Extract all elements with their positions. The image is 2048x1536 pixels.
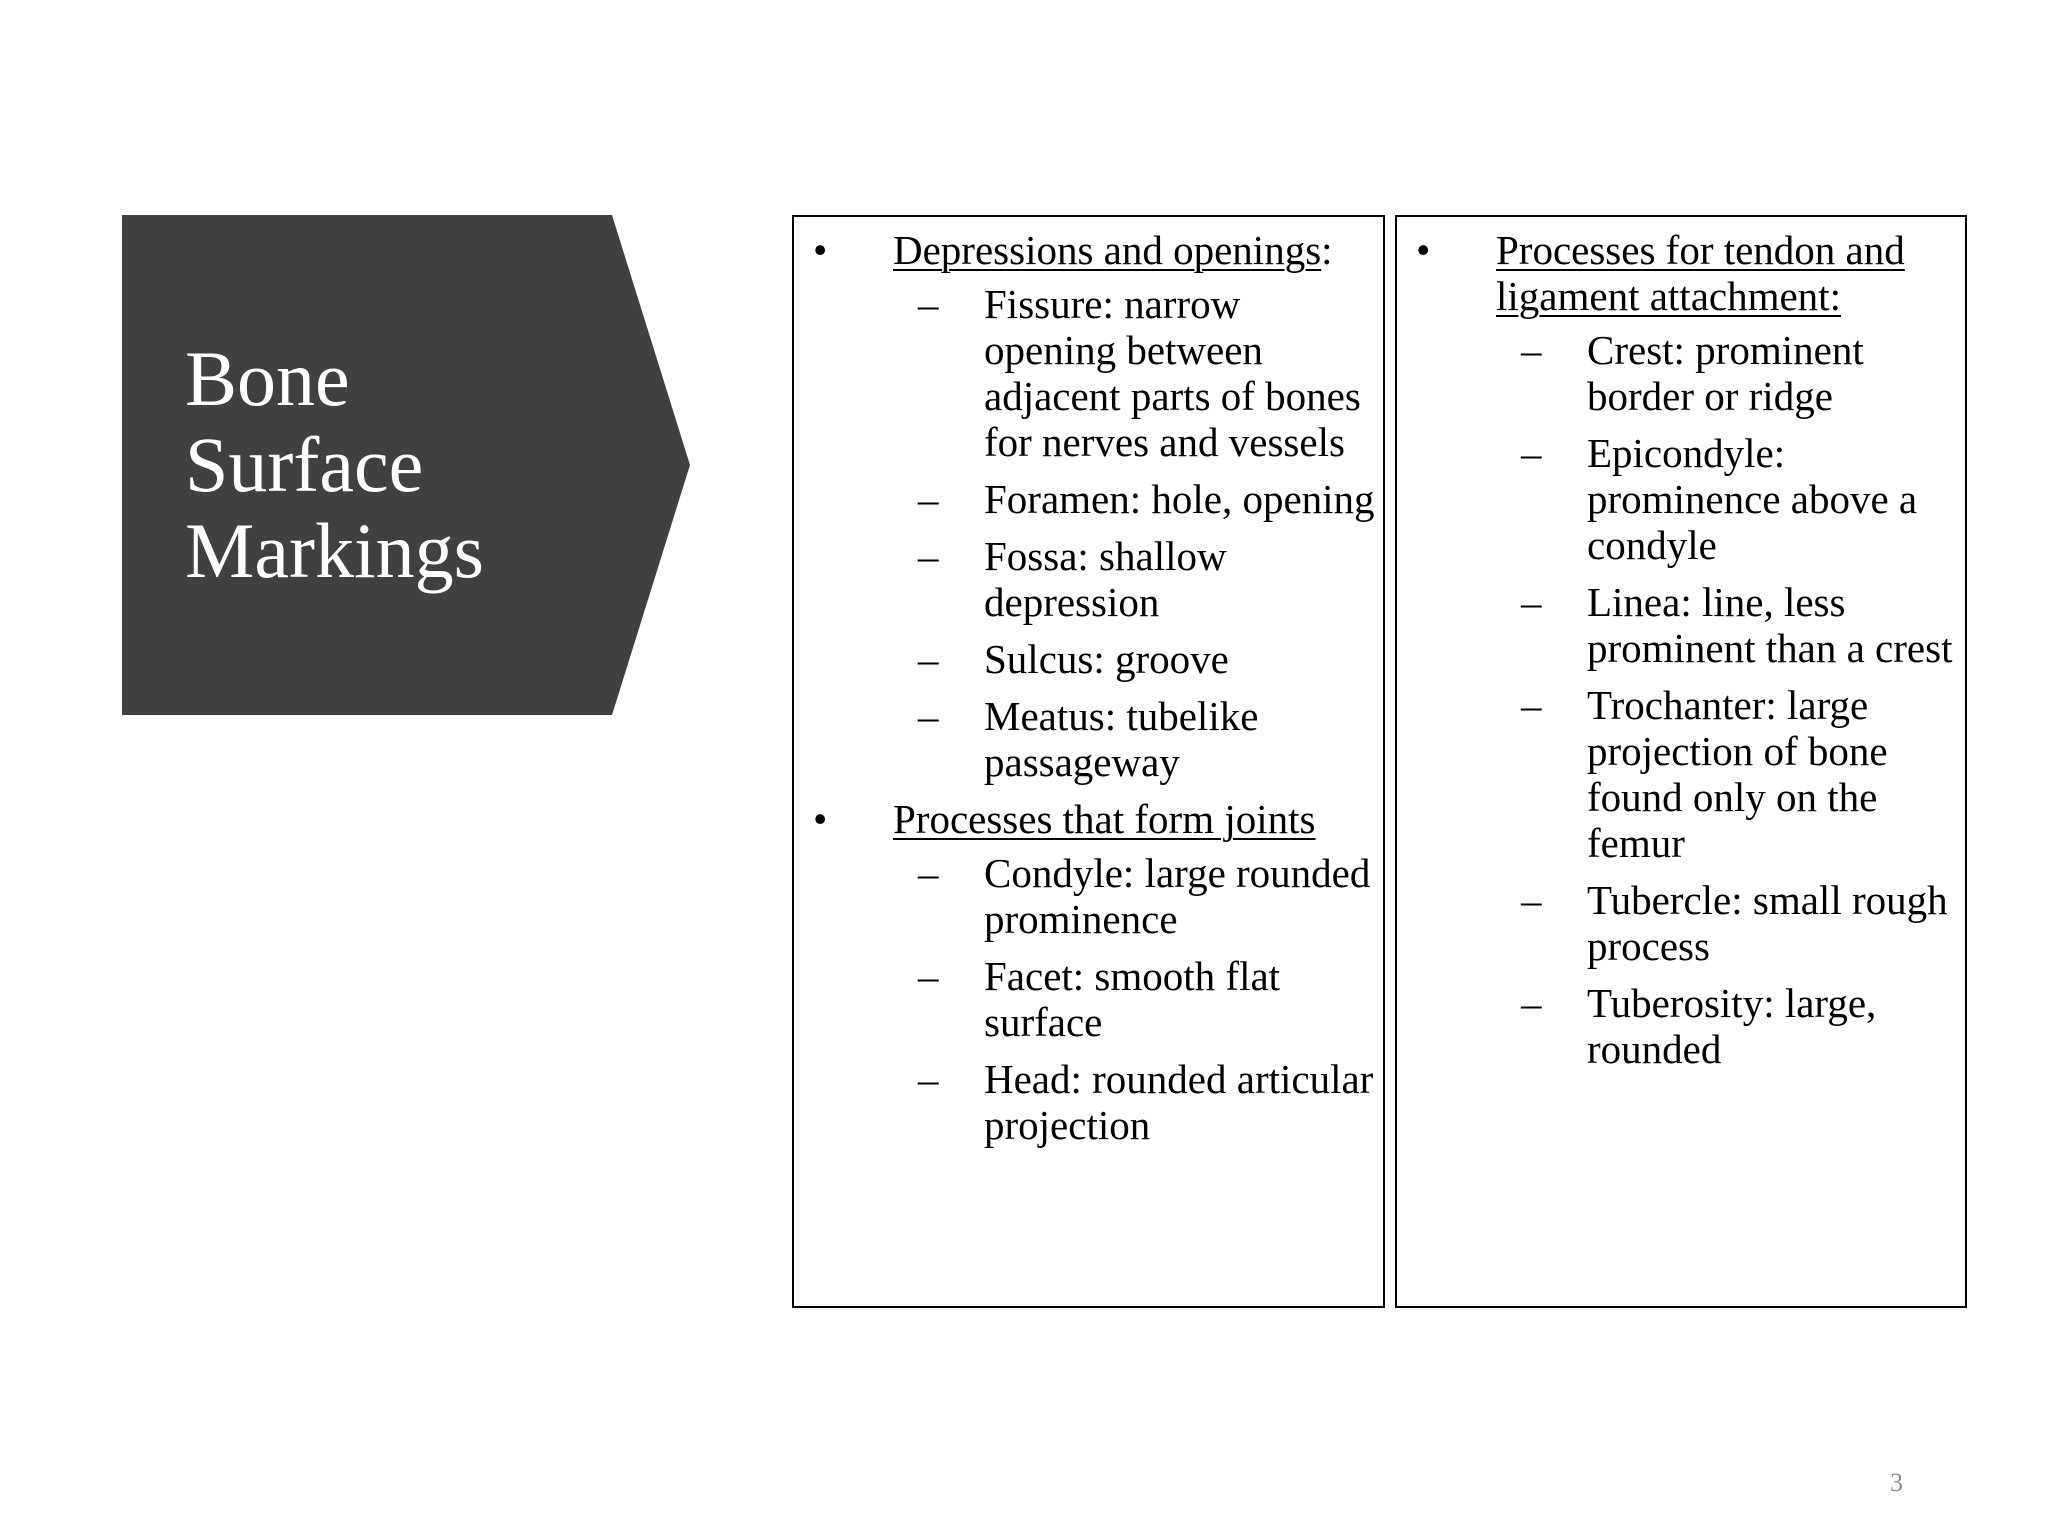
list-item: – Meatus: tubelike passageway: [918, 693, 1259, 785]
dash-icon: –: [918, 533, 939, 579]
section-heading: Processes that form joints: [893, 796, 1316, 842]
dash-icon: –: [918, 693, 939, 739]
dash-icon: –: [1521, 430, 1542, 476]
left-content-box: [792, 215, 1385, 1308]
section-heading-suffix: :: [1321, 227, 1333, 273]
right-content-box: [1395, 215, 1967, 1308]
list-item: – Tuberosity: large, rounded: [1521, 980, 1877, 1072]
dash-icon: –: [1521, 682, 1542, 728]
list-item: – Crest: prominent border or ridge: [1521, 327, 1864, 419]
list-section: [1397, 227, 1965, 1072]
dash-icon: –: [918, 953, 939, 999]
page-number: 3: [1890, 1468, 1903, 1497]
bullet-icon: •: [813, 796, 828, 842]
section-heading: Processes for tendon and ligament attachment:: [1496, 227, 1905, 319]
list-item: – Epicondyle: prominence above a condyle: [1521, 430, 1918, 568]
bullet-icon: •: [1416, 227, 1431, 273]
list-section: [794, 227, 1383, 785]
list-item: – Condyle: large rounded prominence: [918, 850, 1371, 942]
list-item: – Fossa: shallow depression: [918, 533, 1227, 625]
dash-icon: –: [918, 850, 939, 896]
section-heading: Depressions and openings: [893, 227, 1322, 273]
list-item: – Linea: line, less prominent than a crest: [1521, 579, 1953, 671]
dash-icon: –: [1521, 579, 1542, 625]
dash-icon: –: [1521, 327, 1542, 373]
dash-icon: –: [918, 636, 939, 682]
list-item: – Trochanter: large projection of bone found only on the femur: [1521, 682, 1888, 866]
list-item: – Tubercle: small rough process: [1521, 877, 1948, 969]
slide-title: Bone Surface Markings: [185, 335, 484, 594]
list-item: – Sulcus: groove: [918, 636, 1229, 682]
title-chevron: [122, 215, 690, 715]
dash-icon: –: [918, 281, 939, 327]
dash-icon: –: [918, 1056, 939, 1102]
list-item: – Facet: smooth flat surface: [918, 953, 1281, 1045]
list-section: [794, 796, 1383, 1148]
list-item: – Head: rounded articular projection: [918, 1056, 1374, 1148]
dash-icon: –: [1521, 980, 1542, 1026]
bullet-icon: •: [813, 227, 828, 273]
dash-icon: –: [918, 476, 939, 522]
dash-icon: –: [1521, 877, 1542, 923]
list-item: – Foramen: hole, opening: [918, 476, 1375, 522]
list-item: – Fissure: narrow opening between adjacent parts of bones for nerves and vessels: [918, 281, 1361, 465]
